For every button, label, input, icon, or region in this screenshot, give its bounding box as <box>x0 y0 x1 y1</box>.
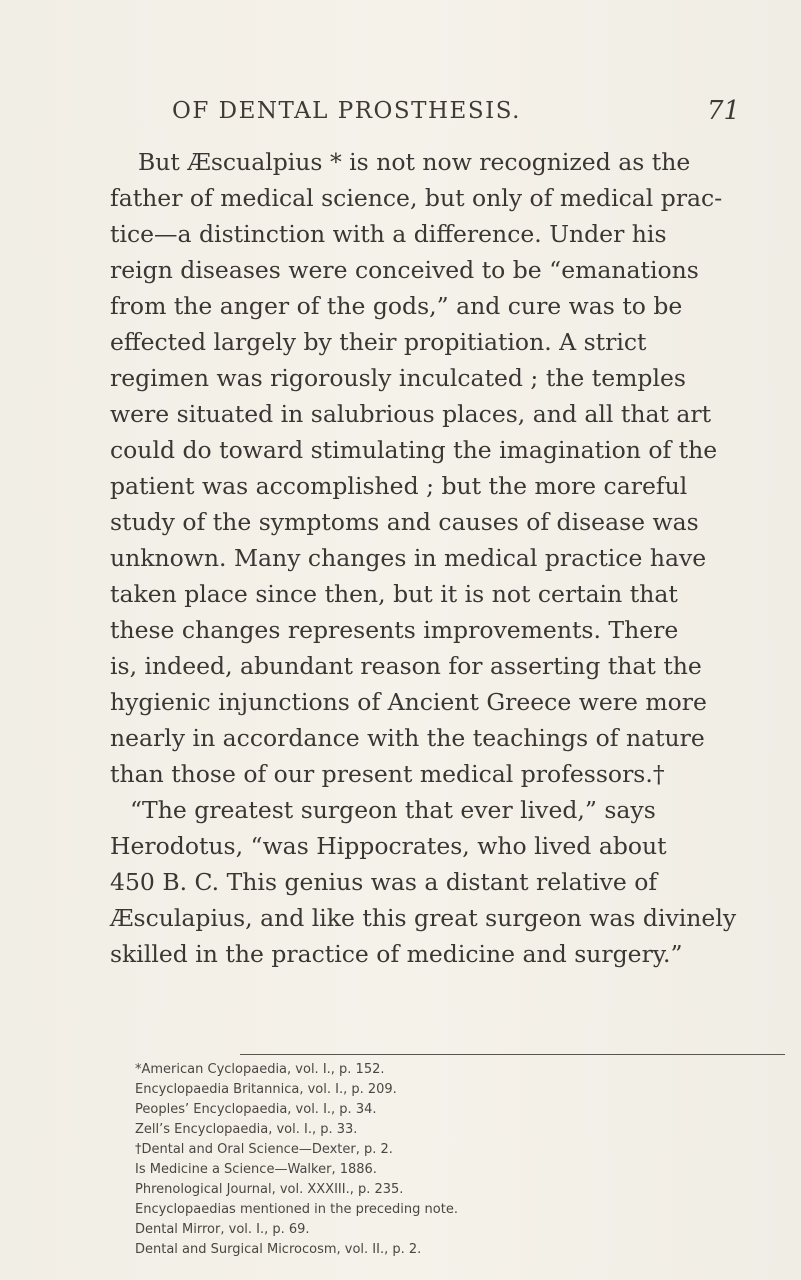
footnote-line: Phrenological Journal, vol. XXXIII., p. 235. <box>135 1182 404 1197</box>
text-line: were situated in salubrious places, and all that art <box>110 400 712 428</box>
text-line: effected largely by their propitiation. A strict <box>110 328 647 356</box>
text-line: nearly in accordance with the teachings of nature <box>110 724 705 752</box>
text-line: these changes represents improvements. There <box>110 616 679 644</box>
footnote-line: Dental and Surgical Microcosm, vol. II., p. 2. <box>135 1242 422 1257</box>
footnote-line: Zell’s Encyclopaedia, vol. I., p. 33. <box>135 1122 358 1137</box>
text-line: But Æscualpius * is not now recognized as the <box>138 148 691 176</box>
text-line: from the anger of the gods,” and cure was to be <box>110 292 683 320</box>
footnote-line: Peoples’ Encyclopaedia, vol. I., p. 34. <box>135 1102 377 1117</box>
text-line: skilled in the practice of medicine and surgery.” <box>110 940 683 968</box>
text-line: is, indeed, abundant reason for asserting that the <box>110 652 702 680</box>
text-line: hygienic injunctions of Ancient Greece were more <box>110 688 707 716</box>
footnote-line: Is Medicine a Science—Walker, 1886. <box>135 1162 377 1177</box>
text-line: father of medical science, but only of medical prac- <box>110 184 723 212</box>
text-line: Herodotus, “was Hippocrates, who lived about <box>110 832 667 860</box>
text-line: Æsculapius, and like this great surgeon was divinely <box>110 904 737 932</box>
footnote-line: †Dental and Oral Science—Dexter, p. 2. <box>135 1142 393 1157</box>
footnote-divider <box>240 1054 785 1055</box>
text-line: regimen was rigorously inculcated ; the temples <box>110 364 686 392</box>
footnote-line: Encyclopaedia Britannica, vol. I., p. 209. <box>135 1082 397 1097</box>
text-line: could do toward stimulating the imagination of the <box>110 436 718 464</box>
footnote-line: Encyclopaedias mentioned in the preceding note. <box>135 1202 458 1217</box>
page-number: 71 <box>707 96 741 126</box>
text-line: than those of our present medical professors.† <box>110 760 665 788</box>
text-line: unknown. Many changes in medical practice have <box>110 544 707 572</box>
text-line: tice—a distinction with a difference. Under his <box>110 220 667 248</box>
footnote-line: Dental Mirror, vol. I., p. 69. <box>135 1222 310 1237</box>
running-head <box>0 98 801 138</box>
running-title: OF DENTAL PROSTHESIS. <box>172 98 521 124</box>
text-line: 450 B. C. This genius was a distant relative of <box>110 868 658 896</box>
text-line: patient was accomplished ; but the more careful <box>110 472 688 500</box>
text-line: taken place since then, but it is not certain that <box>110 580 678 608</box>
footnote-line: *American Cyclopaedia, vol. I., p. 152. <box>135 1062 385 1077</box>
text-line: study of the symptoms and causes of disease was <box>110 508 699 536</box>
text-line: “The greatest surgeon that ever lived,” says <box>130 796 656 824</box>
text-line: reign diseases were conceived to be “emanations <box>110 256 699 284</box>
